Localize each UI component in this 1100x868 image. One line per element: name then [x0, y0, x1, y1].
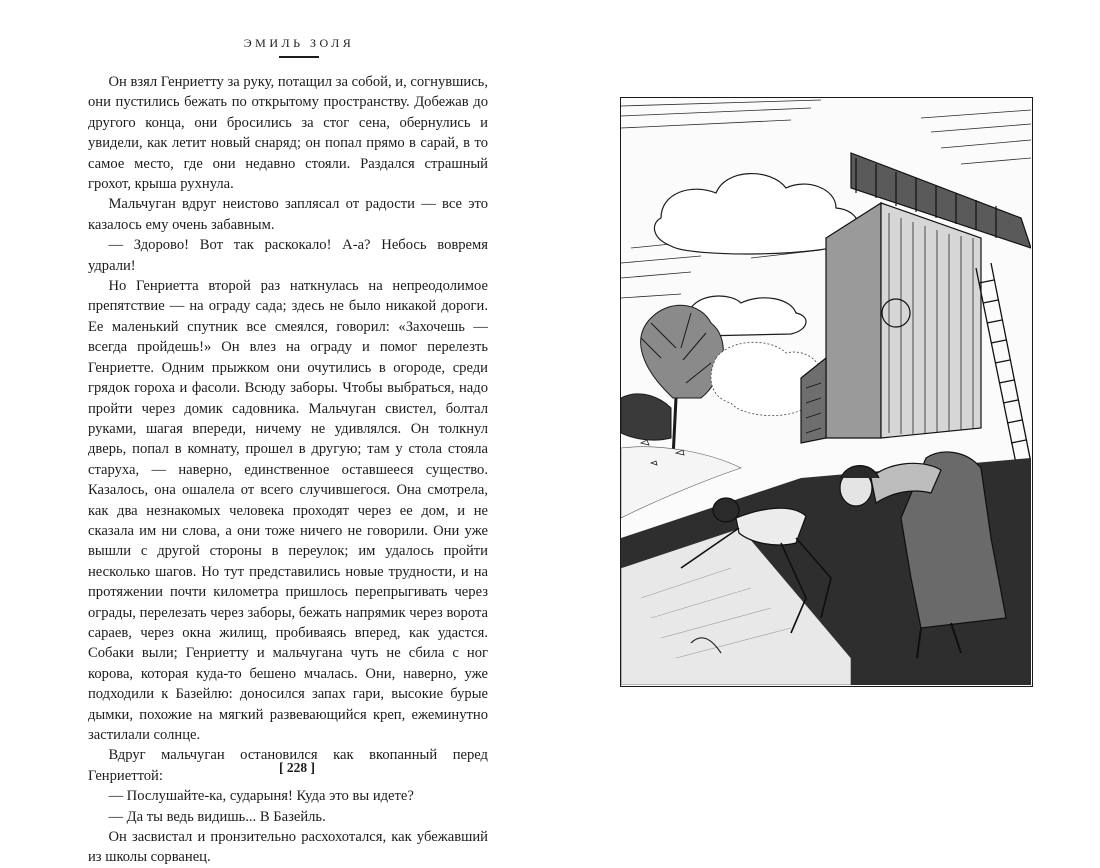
illustration-drawing — [621, 98, 1031, 685]
running-head — [0, 34, 550, 58]
illustration — [620, 97, 1033, 687]
page-number-text: [ 228 ] — [279, 760, 315, 775]
paragraph: Мальчуган вдруг неистово заплясал от радости — все это казалось ему очень забавным. — [88, 196, 488, 233]
ladder — [976, 263, 1031, 478]
tree — [621, 305, 723, 458]
running-head-author: ЭМИЛЬ ЗОЛЯ — [243, 36, 355, 50]
paragraph: Он засвистал и пронзительно расхохотался, как убежавший из школы сорванец. — [88, 829, 488, 866]
paragraph: Он взял Генриетту за руку, потащил за собой, и, согнувшись, они пустились бежать по открытому пространству. Добежав до другого конца, они бросились за стог сена, обернулись и увидели, как летит новый снаряд; он попал прямо в сарай, в то самое место, где они недавно стояли. Раздался страшный грохот, крыша рухнула. — [88, 74, 488, 193]
paragraph: — Послушайте-ка, сударыня! Куда это вы идете? — [108, 788, 414, 805]
body-text — [88, 72, 488, 868]
page-number — [0, 760, 550, 776]
running-head-rule — [279, 56, 319, 58]
right-page — [550, 0, 1100, 825]
paragraph: — Здорово! Вот так раскокало! А-а? Небось вовремя удрали! — [88, 237, 488, 274]
shed — [801, 153, 1031, 443]
paragraph: Вдруг мальчуган остановился как вкопанный перед Генриеттой: — [88, 747, 488, 784]
left-page — [0, 0, 550, 866]
paragraph: Но Генриетта второй раз наткнулась на непреодолимое препятствие — на ограду сада; здесь не было никакой дороги. Ее маленький спутник все смеялся, говорил: «Захочешь — всегда пройдешь!» Он влез на ограду и помог перелезть Генриетте. Одним прыжком они очутились в огороде, среди грядок гороха и фасоли. Всюду заборы. Чтобы выбраться, надо пройти через домик садовника. Мальчуган свистел, болтал руками, шагая впереди, ничему не удивлялся. Он толкнул дверь, попал в комнату, прошел в другую; там у стола стояла старуха, — наверно, единственное оставшееся существо. Казалось, она ошалела от всего случившегося. Она смотрела, как два незнакомых человека проходят через ее дом, и не сказала им ни слова, а они тоже ничего не говорили. Они уже вышли с другой стороны в переулок; им удалось пройти несколько шагов. Но тут представились новые трудности, и на протяжении почти километра пришлось перепрыгивать через ограды, перелезать через заборы, бежать напрямик через ворота сараев, через окна жилищ, пробиваясь вперед, как удастся. Собаки выли; Генриетту и мальчугана чуть не сбила с ног корова, которая куда-то бешено мчалась. Они, наверно, уже подходили к Базейлю: доносился запах гари, высокие бурые дымки, похожие на мягкий развевающийся креп, ежеминутно застилали солнце. — [88, 278, 488, 743]
paragraph: — Да ты ведь видишь... В Базейль. — [108, 808, 326, 825]
